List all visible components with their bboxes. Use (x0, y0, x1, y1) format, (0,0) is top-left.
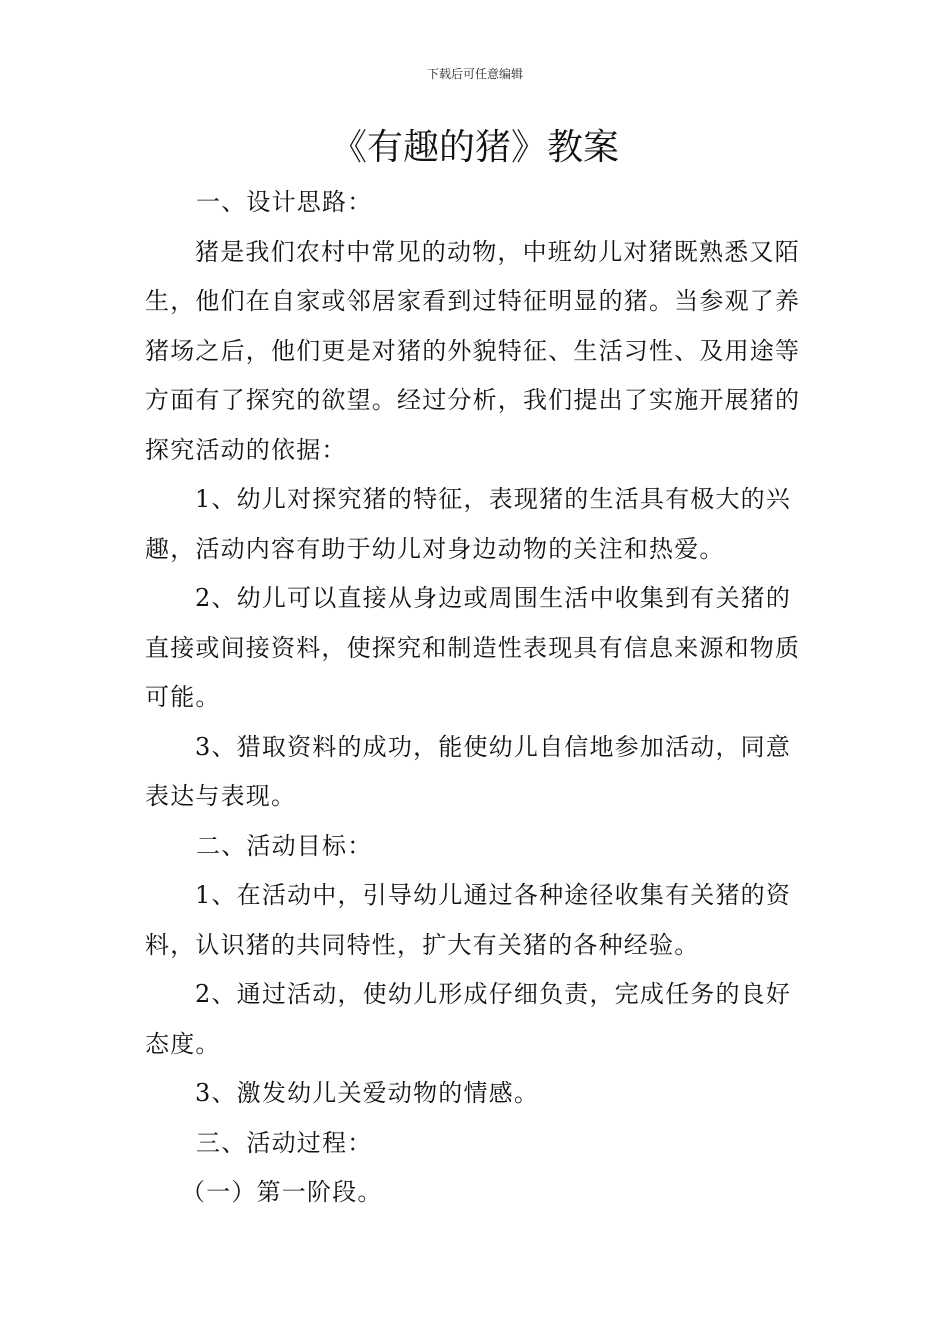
list-item-goal-1: 1、在活动中，引导幼儿通过各种途径收集有关猪的资料，认识猪的共同特性，扩大有关猪的各种经验。 (145, 881, 792, 959)
list-item-design-2: 2、幼儿可以直接从身边或周围生活中收集到有关猪的直接或间接资料，使探究和制造性表现具有信息来源和物质可能。 (145, 584, 801, 711)
page-header-note: 下载后可任意编辑 (426, 67, 523, 81)
document-body (145, 178, 810, 1218)
list-item-design-3: 3、猎取资料的成功，能使幼儿自信地参加活动，同意表达与表现。 (145, 732, 792, 810)
subsection-heading-stage-1: （一）第一阶段。 (181, 1178, 383, 1206)
paragraph-design-intro: 猪是我们农村中常见的动物，中班幼儿对猪既熟悉又陌生，他们在自家或邻居家看到过特征明显的猪。当参观了养猪场之后，他们更是对猪的外貌特征、生活习性、及用途等方面有了探究的欲望。经过分析，我们提出了实施开展猪的探究活动的依据： (145, 237, 801, 464)
section-heading-design: 一、设计思路： (196, 188, 373, 216)
list-item-design-1: 1、幼儿对探究猪的特征，表现猪的生活具有极大的兴趣，活动内容有助于幼儿对身边动物的关注和热爱。 (145, 485, 792, 563)
section-heading-goals: 二、活动目标： (196, 831, 373, 860)
list-item-goal-3: 3、激发幼儿关爱动物的情感。 (195, 1079, 540, 1107)
list-item-goal-2: 2、通过活动，使幼儿形成仔细负责，完成任务的良好态度。 (145, 980, 792, 1058)
document-title: 《有趣的猪》教案 (330, 127, 619, 168)
section-heading-process: 三、活动过程： (196, 1128, 373, 1157)
